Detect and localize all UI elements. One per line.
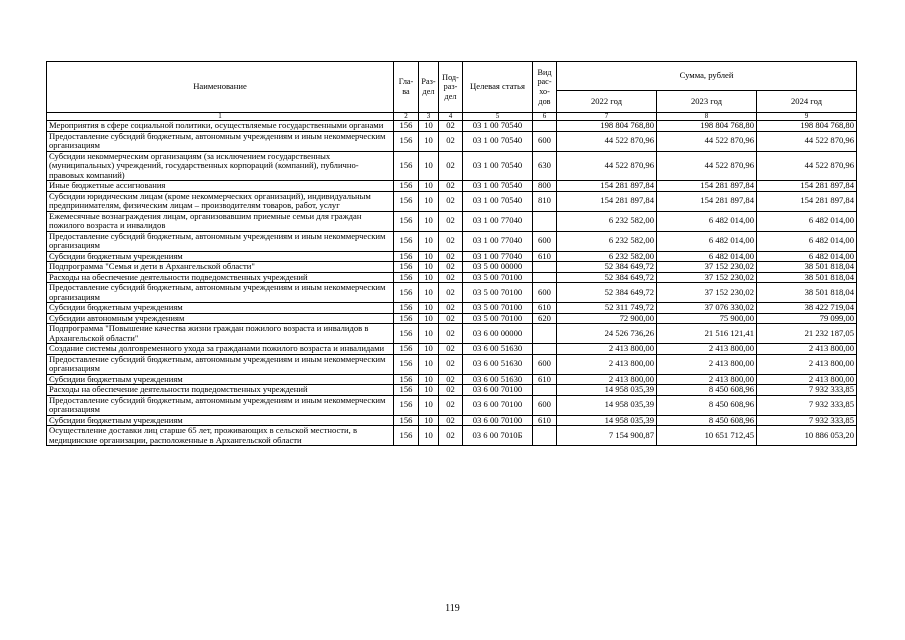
cell-name: Предоставление субсидий бюджетным, автономным учреждениям и иным некоммерческим организациям	[47, 131, 394, 151]
table-row	[47, 262, 857, 273]
cell-name: Предоставление субсидий бюджетным, автономным учреждениям и иным некоммерческим организациям	[47, 283, 394, 303]
cell-name: Предоставление субсидий бюджетным, автономным учреждениям и иным некоммерческим организациям	[47, 354, 394, 374]
cell-razdel: 10	[419, 211, 439, 231]
cell-razdel: 10	[419, 374, 439, 385]
cell-glava: 156	[394, 191, 419, 211]
cell-podrazdel: 02	[439, 374, 463, 385]
cell-name: Расходы на обеспечение деятельности подведомственных учреждений	[47, 272, 394, 283]
cell-vid	[533, 121, 557, 132]
cell-sum-2022: 14 958 035,39	[557, 395, 657, 415]
cell-glava: 156	[394, 251, 419, 262]
cell-celevaya: 03 5 00 70100	[463, 303, 533, 314]
cell-celevaya: 03 5 00 70100	[463, 313, 533, 324]
cell-name: Субсидии автономным учреждениям	[47, 313, 394, 324]
cell-glava: 156	[394, 262, 419, 273]
cell-glava: 156	[394, 426, 419, 446]
table-row	[47, 121, 857, 132]
cell-sum-2022: 14 958 035,39	[557, 415, 657, 426]
cell-sum-2022: 198 804 768,80	[557, 121, 657, 132]
header-glava: Гла-ва	[394, 62, 419, 113]
cell-sum-2024: 6 482 014,00	[757, 231, 857, 251]
header-podrazdel: Под-раз-дел	[439, 62, 463, 113]
cell-celevaya: 03 1 00 70540	[463, 131, 533, 151]
cell-podrazdel: 02	[439, 395, 463, 415]
column-index: 8	[657, 113, 757, 121]
cell-sum-2022: 7 154 900,87	[557, 426, 657, 446]
cell-sum-2024: 7 932 333,85	[757, 395, 857, 415]
cell-sum-2024: 10 886 053,20	[757, 426, 857, 446]
cell-razdel: 10	[419, 395, 439, 415]
cell-sum-2024: 79 099,00	[757, 313, 857, 324]
column-index: 4	[439, 113, 463, 121]
cell-celevaya: 03 6 00 70100	[463, 395, 533, 415]
cell-vid: 610	[533, 251, 557, 262]
table-row	[47, 426, 857, 446]
cell-podrazdel: 02	[439, 324, 463, 344]
cell-sum-2023: 2 413 800,00	[657, 374, 757, 385]
cell-name: Иные бюджетные ассигнования	[47, 181, 394, 192]
cell-vid	[533, 385, 557, 396]
cell-podrazdel: 02	[439, 131, 463, 151]
cell-sum-2023: 8 450 608,96	[657, 395, 757, 415]
cell-sum-2022: 2 413 800,00	[557, 354, 657, 374]
cell-vid: 630	[533, 151, 557, 181]
cell-vid: 600	[533, 395, 557, 415]
cell-vid: 600	[533, 354, 557, 374]
cell-glava: 156	[394, 313, 419, 324]
column-index: 5	[463, 113, 533, 121]
cell-podrazdel: 02	[439, 385, 463, 396]
column-index: 3	[419, 113, 439, 121]
cell-celevaya: 03 1 00 77040	[463, 211, 533, 231]
cell-sum-2022: 154 281 897,84	[557, 191, 657, 211]
cell-podrazdel: 02	[439, 303, 463, 314]
cell-sum-2023: 44 522 870,96	[657, 151, 757, 181]
header-celevaya: Целевая статья	[463, 62, 533, 113]
table-row	[47, 151, 857, 181]
cell-glava: 156	[394, 385, 419, 396]
cell-sum-2024: 44 522 870,96	[757, 151, 857, 181]
cell-podrazdel: 02	[439, 283, 463, 303]
cell-name: Создание системы долговременного ухода за гражданами пожилого возраста и инвалидами	[47, 344, 394, 355]
cell-sum-2023: 2 413 800,00	[657, 354, 757, 374]
cell-sum-2022: 52 384 649,72	[557, 262, 657, 273]
cell-razdel: 10	[419, 303, 439, 314]
cell-vid: 620	[533, 313, 557, 324]
column-index: 1	[47, 113, 394, 121]
cell-sum-2024: 6 482 014,00	[757, 211, 857, 231]
cell-glava: 156	[394, 354, 419, 374]
cell-sum-2023: 198 804 768,80	[657, 121, 757, 132]
cell-sum-2024: 2 413 800,00	[757, 354, 857, 374]
cell-sum-2022: 44 522 870,96	[557, 151, 657, 181]
cell-name: Подпрограмма "Повышение качества жизни граждан пожилого возраста и инвалидов в Архангельской области"	[47, 324, 394, 344]
table-row	[47, 211, 857, 231]
cell-sum-2024: 154 281 897,84	[757, 191, 857, 211]
cell-celevaya: 03 6 00 70100	[463, 415, 533, 426]
cell-glava: 156	[394, 324, 419, 344]
cell-celevaya: 03 6 00 51630	[463, 374, 533, 385]
cell-vid: 600	[533, 131, 557, 151]
cell-sum-2023: 37 152 230,02	[657, 262, 757, 273]
header-name: Наименование	[47, 62, 394, 113]
cell-glava: 156	[394, 211, 419, 231]
cell-razdel: 10	[419, 262, 439, 273]
cell-podrazdel: 02	[439, 262, 463, 273]
table-row	[47, 251, 857, 262]
cell-name: Расходы на обеспечение деятельности подведомственных учреждений	[47, 385, 394, 396]
cell-glava: 156	[394, 415, 419, 426]
cell-sum-2024: 2 413 800,00	[757, 374, 857, 385]
cell-glava: 156	[394, 181, 419, 192]
cell-celevaya: 03 6 00 7010Б	[463, 426, 533, 446]
cell-sum-2023: 6 482 014,00	[657, 231, 757, 251]
cell-sum-2024: 38 422 719,04	[757, 303, 857, 314]
table-row	[47, 374, 857, 385]
cell-name: Ежемесячные вознаграждения лицам, организовавшим приемные семьи для граждан пожилого возраста и инвалидов	[47, 211, 394, 231]
cell-sum-2022: 6 232 582,00	[557, 231, 657, 251]
cell-sum-2023: 44 522 870,96	[657, 131, 757, 151]
cell-sum-2022: 52 311 749,72	[557, 303, 657, 314]
cell-vid: 610	[533, 415, 557, 426]
cell-vid: 610	[533, 303, 557, 314]
cell-celevaya: 03 1 00 70540	[463, 191, 533, 211]
cell-sum-2023: 75 900,00	[657, 313, 757, 324]
cell-sum-2022: 2 413 800,00	[557, 344, 657, 355]
cell-celevaya: 03 6 00 51630	[463, 354, 533, 374]
cell-podrazdel: 02	[439, 181, 463, 192]
cell-sum-2024: 21 232 187,05	[757, 324, 857, 344]
cell-name: Субсидии бюджетным учреждениям	[47, 415, 394, 426]
cell-glava: 156	[394, 231, 419, 251]
cell-razdel: 10	[419, 181, 439, 192]
cell-celevaya: 03 1 00 77040	[463, 251, 533, 262]
cell-sum-2024: 7 932 333,85	[757, 415, 857, 426]
table-row	[47, 231, 857, 251]
cell-glava: 156	[394, 395, 419, 415]
cell-podrazdel: 02	[439, 354, 463, 374]
cell-sum-2023: 154 281 897,84	[657, 181, 757, 192]
cell-razdel: 10	[419, 344, 439, 355]
cell-razdel: 10	[419, 191, 439, 211]
cell-podrazdel: 02	[439, 251, 463, 262]
cell-name: Субсидии бюджетным учреждениям	[47, 374, 394, 385]
cell-vid: 600	[533, 283, 557, 303]
cell-vid: 810	[533, 191, 557, 211]
cell-glava: 156	[394, 374, 419, 385]
table-row	[47, 344, 857, 355]
cell-vid	[533, 211, 557, 231]
cell-glava: 156	[394, 344, 419, 355]
cell-razdel: 10	[419, 313, 439, 324]
table-row	[47, 385, 857, 396]
cell-razdel: 10	[419, 283, 439, 303]
cell-sum-2022: 24 526 736,26	[557, 324, 657, 344]
cell-podrazdel: 02	[439, 272, 463, 283]
table-row	[47, 181, 857, 192]
cell-celevaya: 03 6 00 00000	[463, 324, 533, 344]
cell-vid	[533, 272, 557, 283]
header-year-2023: 2023 год	[657, 91, 757, 113]
cell-razdel: 10	[419, 426, 439, 446]
cell-celevaya: 03 5 00 00000	[463, 262, 533, 273]
cell-sum-2023: 21 516 121,41	[657, 324, 757, 344]
cell-sum-2024: 6 482 014,00	[757, 251, 857, 262]
cell-celevaya: 03 5 00 70100	[463, 272, 533, 283]
cell-podrazdel: 02	[439, 231, 463, 251]
cell-celevaya: 03 1 00 70540	[463, 121, 533, 132]
table-row	[47, 313, 857, 324]
cell-podrazdel: 02	[439, 313, 463, 324]
table-row	[47, 272, 857, 283]
cell-glava: 156	[394, 283, 419, 303]
cell-podrazdel: 02	[439, 121, 463, 132]
cell-name: Предоставление субсидий бюджетным, автономным учреждениям и иным некоммерческим организациям	[47, 395, 394, 415]
page-number: 119	[445, 603, 460, 614]
cell-razdel: 10	[419, 415, 439, 426]
cell-name: Подпрограмма "Семья и дети в Архангельской области"	[47, 262, 394, 273]
cell-glava: 156	[394, 151, 419, 181]
cell-glava: 156	[394, 303, 419, 314]
table-row	[47, 354, 857, 374]
cell-sum-2023: 6 482 014,00	[657, 251, 757, 262]
cell-vid: 610	[533, 374, 557, 385]
header-year-2024: 2024 год	[757, 91, 857, 113]
cell-sum-2023: 10 651 712,45	[657, 426, 757, 446]
table-row	[47, 395, 857, 415]
cell-razdel: 10	[419, 231, 439, 251]
cell-sum-2024: 38 501 818,04	[757, 283, 857, 303]
cell-sum-2024: 38 501 818,04	[757, 262, 857, 273]
cell-vid	[533, 344, 557, 355]
cell-razdel: 10	[419, 324, 439, 344]
cell-vid: 600	[533, 231, 557, 251]
cell-glava: 156	[394, 272, 419, 283]
cell-sum-2024: 198 804 768,80	[757, 121, 857, 132]
cell-razdel: 10	[419, 251, 439, 262]
cell-sum-2022: 52 384 649,72	[557, 283, 657, 303]
cell-celevaya: 03 6 00 51630	[463, 344, 533, 355]
cell-sum-2023: 8 450 608,96	[657, 385, 757, 396]
cell-sum-2023: 2 413 800,00	[657, 344, 757, 355]
cell-celevaya: 03 1 00 77040	[463, 231, 533, 251]
cell-vid	[533, 262, 557, 273]
cell-sum-2024: 44 522 870,96	[757, 131, 857, 151]
cell-celevaya: 03 6 00 70100	[463, 385, 533, 396]
cell-sum-2022: 2 413 800,00	[557, 374, 657, 385]
cell-podrazdel: 02	[439, 415, 463, 426]
cell-sum-2024: 38 501 818,04	[757, 272, 857, 283]
table-body	[47, 121, 857, 446]
cell-celevaya: 03 1 00 70540	[463, 181, 533, 192]
cell-razdel: 10	[419, 151, 439, 181]
cell-vid	[533, 426, 557, 446]
cell-sum-2022: 52 384 649,72	[557, 272, 657, 283]
cell-vid	[533, 324, 557, 344]
column-index: 7	[557, 113, 657, 121]
cell-sum-2022: 6 232 582,00	[557, 211, 657, 231]
header-vid: Вид рас-хо-дов	[533, 62, 557, 113]
cell-name: Мероприятия в сфере социальной политики, осуществляемые государственными органами	[47, 121, 394, 132]
cell-name: Осуществление доставки лиц старше 65 лет, проживающих в сельской местности, в медицинские организации, расположенные в Архангельской области	[47, 426, 394, 446]
table-row	[47, 191, 857, 211]
cell-sum-2023: 37 152 230,02	[657, 283, 757, 303]
cell-glava: 156	[394, 131, 419, 151]
cell-name: Субсидии бюджетным учреждениям	[47, 303, 394, 314]
header-year-2022: 2022 год	[557, 91, 657, 113]
table-row	[47, 131, 857, 151]
cell-name: Субсидии юридическим лицам (кроме некоммерческих организаций), индивидуальным предпринимателям, физическим лицам – производителям товаров, работ, услуг	[47, 191, 394, 211]
cell-celevaya: 03 5 00 70100	[463, 283, 533, 303]
table-header	[47, 62, 857, 121]
cell-razdel: 10	[419, 272, 439, 283]
cell-sum-2022: 44 522 870,96	[557, 131, 657, 151]
cell-sum-2023: 6 482 014,00	[657, 211, 757, 231]
table-row	[47, 415, 857, 426]
cell-name: Предоставление субсидий бюджетным, автономным учреждениям и иным некоммерческим организациям	[47, 231, 394, 251]
cell-sum-2023: 8 450 608,96	[657, 415, 757, 426]
cell-sum-2024: 154 281 897,84	[757, 181, 857, 192]
column-index: 2	[394, 113, 419, 121]
cell-sum-2024: 2 413 800,00	[757, 344, 857, 355]
cell-name: Субсидии бюджетным учреждениям	[47, 251, 394, 262]
cell-celevaya: 03 1 00 70540	[463, 151, 533, 181]
column-index-row	[47, 113, 857, 121]
cell-podrazdel: 02	[439, 344, 463, 355]
cell-glava: 156	[394, 121, 419, 132]
cell-sum-2022: 6 232 582,00	[557, 251, 657, 262]
cell-sum-2023: 154 281 897,84	[657, 191, 757, 211]
column-index: 6	[533, 113, 557, 121]
cell-razdel: 10	[419, 354, 439, 374]
cell-sum-2022: 72 900,00	[557, 313, 657, 324]
cell-podrazdel: 02	[439, 191, 463, 211]
cell-razdel: 10	[419, 121, 439, 132]
cell-sum-2022: 14 958 035,39	[557, 385, 657, 396]
table-row	[47, 283, 857, 303]
cell-podrazdel: 02	[439, 211, 463, 231]
cell-razdel: 10	[419, 385, 439, 396]
cell-sum-2023: 37 076 330,02	[657, 303, 757, 314]
cell-sum-2024: 7 932 333,85	[757, 385, 857, 396]
cell-vid: 800	[533, 181, 557, 192]
cell-razdel: 10	[419, 131, 439, 151]
cell-sum-2023: 37 152 230,02	[657, 272, 757, 283]
column-index: 9	[757, 113, 857, 121]
header-razdel: Раз-дел	[419, 62, 439, 113]
table-row	[47, 324, 857, 344]
header-summa: Сумма, рублей	[557, 62, 857, 91]
cell-podrazdel: 02	[439, 151, 463, 181]
cell-sum-2022: 154 281 897,84	[557, 181, 657, 192]
cell-name: Субсидии некоммерческим организациям (за исключением государственных (муниципальных) учреждений, государственных корпораций (компаний), публично-правовых компаний)	[47, 151, 394, 181]
cell-podrazdel: 02	[439, 426, 463, 446]
table-row	[47, 303, 857, 314]
budget-table	[46, 61, 857, 446]
